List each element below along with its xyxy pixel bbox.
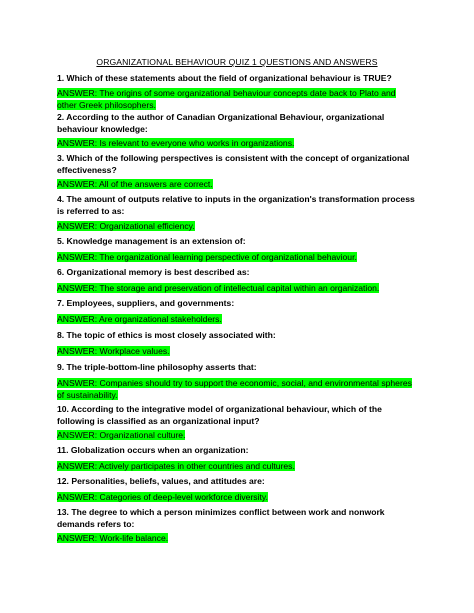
question-3: 3. Which of the following perspectives is consistent with the concept of organizational effectiveness?: [57, 153, 410, 175]
answer-2: [57, 138, 417, 150]
answer-7: [57, 314, 417, 326]
question-2: 2. According to the author of Canadian Organizational Behaviour, organizational behaviour knowledge:: [57, 112, 385, 134]
question-7: 7. Employees, suppliers, and governments:: [57, 298, 235, 308]
question-10: 10. According to the integrative model of organizational behaviour, which of the following is classified as an organizational input?: [57, 404, 382, 426]
answer-13-highlight: ANSWER: Work-life balance.: [57, 533, 169, 543]
question-6: 6. Organizational memory is best described as:: [57, 267, 250, 277]
question-9: 9. The triple-bottom-line philosophy asserts that:: [57, 362, 257, 372]
answer-8-highlight: ANSWER: Workplace values.: [57, 346, 170, 356]
question-11: 11. Globalization occurs when an organization:: [57, 445, 249, 455]
answer-5: [57, 252, 417, 264]
answer-3: [57, 179, 417, 191]
answer-2-highlight: ANSWER: Is relevant to everyone who works in organizations.: [57, 138, 295, 148]
answer-6-highlight: ANSWER: The storage and preservation of intellectual capital within an organization.: [57, 283, 380, 293]
question-1: 1. Which of these statements about the field of organizational behaviour is TRUE?: [57, 73, 392, 83]
answer-8: [57, 346, 417, 358]
answer-3-highlight: ANSWER: All of the answers are correct.: [57, 179, 213, 189]
answer-4-highlight: ANSWER: Organizational efficiency.: [57, 221, 195, 231]
answer-10-highlight: ANSWER: Organizational culture.: [57, 430, 186, 440]
question-5: 5. Knowledge management is an extension of:: [57, 236, 246, 246]
answer-11-highlight: ANSWER: Actively participates in other countries and cultures.: [57, 461, 295, 471]
question-4: 4. The amount of outputs relative to inputs in the organization's transformation process is referred to as:: [57, 194, 415, 216]
answer-9-highlight: ANSWER: Companies should try to support the economic, social, and environmental spheres of sustainability.: [57, 378, 412, 400]
answer-13: [57, 533, 417, 545]
answer-11: [57, 461, 417, 473]
answer-5-highlight: ANSWER: The organizational learning perspective of organizational behaviour.: [57, 252, 357, 262]
answer-12: [57, 492, 417, 504]
answer-6: [57, 283, 417, 295]
question-12: 12. Personalities, beliefs, values, and attitudes are:: [57, 476, 265, 486]
answer-7-highlight: ANSWER: Are organizational stakeholders.: [57, 314, 222, 324]
answer-1: [57, 88, 417, 111]
answer-10: [57, 430, 417, 442]
answer-12-highlight: ANSWER: Categories of deep-level workforce diversity.: [57, 492, 268, 502]
question-8: 8. The topic of ethics is most closely associated with:: [57, 330, 276, 340]
answer-1-highlight: ANSWER: The origins of some organizational behaviour concepts date back to Plato and other Greek philosophers.: [57, 88, 396, 110]
question-13: 13. The degree to which a person minimizes conflict between work and nonwork demands refers to:: [57, 507, 385, 529]
answer-9: [57, 378, 417, 401]
document-title: ORGANIZATIONAL BEHAVIOUR QUIZ 1 QUESTIONS AND ANSWERS: [96, 57, 378, 67]
answer-4: [57, 221, 417, 233]
